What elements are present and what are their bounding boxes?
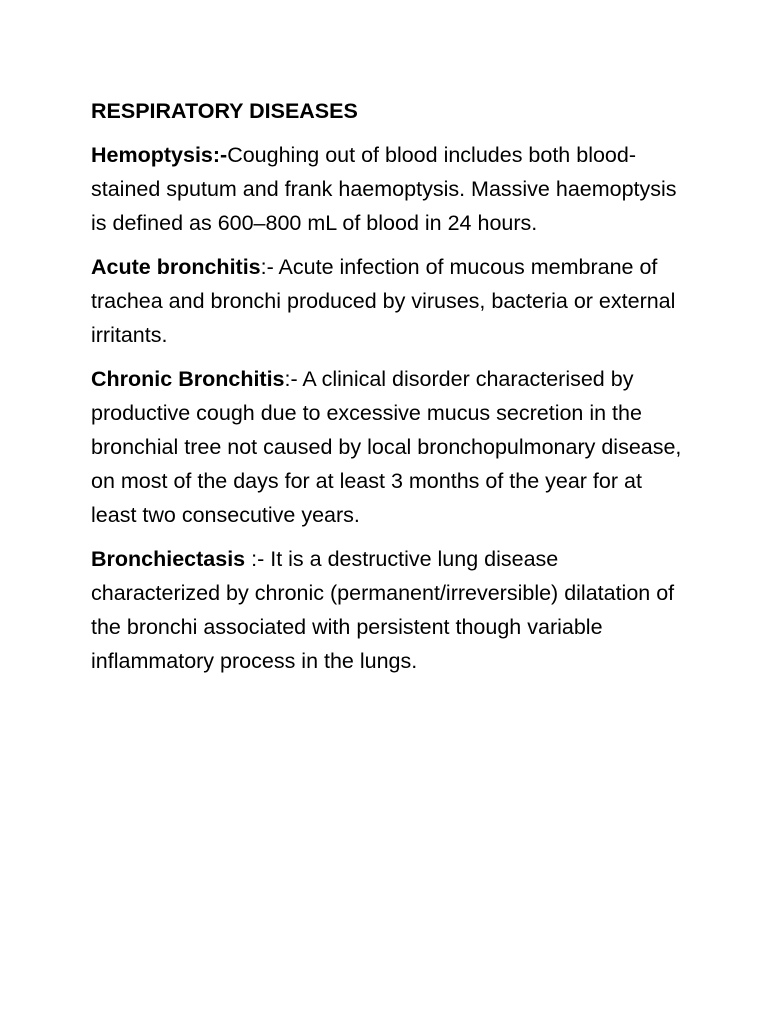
entry-acute-bronchitis (91, 250, 691, 352)
entry-definition: :- A clinical disorder characterised by productive cough due to excessive mucus secretion in the bronchial tree not caused by local bronchopulmonary disease, on most of the days for at least 3 months of the year for at least two consecutive years. (91, 367, 682, 527)
document-title: RESPIRATORY DISEASES (91, 99, 358, 123)
entry-definition: :- Acute infection of mucous membrane of trachea and bronchi produced by viruses, bacteria or external irritants. (91, 255, 676, 347)
entry-term: Hemoptysis:- (91, 143, 228, 167)
entry-term: Chronic Bronchitis (91, 367, 285, 391)
entry-term: Acute bronchitis (91, 255, 261, 279)
entry-term: Bronchiectasis (91, 547, 246, 571)
document-body (91, 94, 691, 678)
entry-definition: :- It is a destructive lung disease characterized by chronic (permanent/irreversible) dilatation of the bronchi associated with persistent though variable inflammatory process in the lungs. (91, 547, 675, 673)
entry-bronchiectasis (91, 542, 691, 678)
entry-chronic-bronchitis (91, 362, 691, 532)
entry-hemoptysis (91, 138, 691, 240)
entry-definition: Coughing out of blood includes both blood-stained sputum and frank haemoptysis. Massive haemoptysis is defined as 600–800 mL of blood in 24 hours. (91, 143, 677, 235)
